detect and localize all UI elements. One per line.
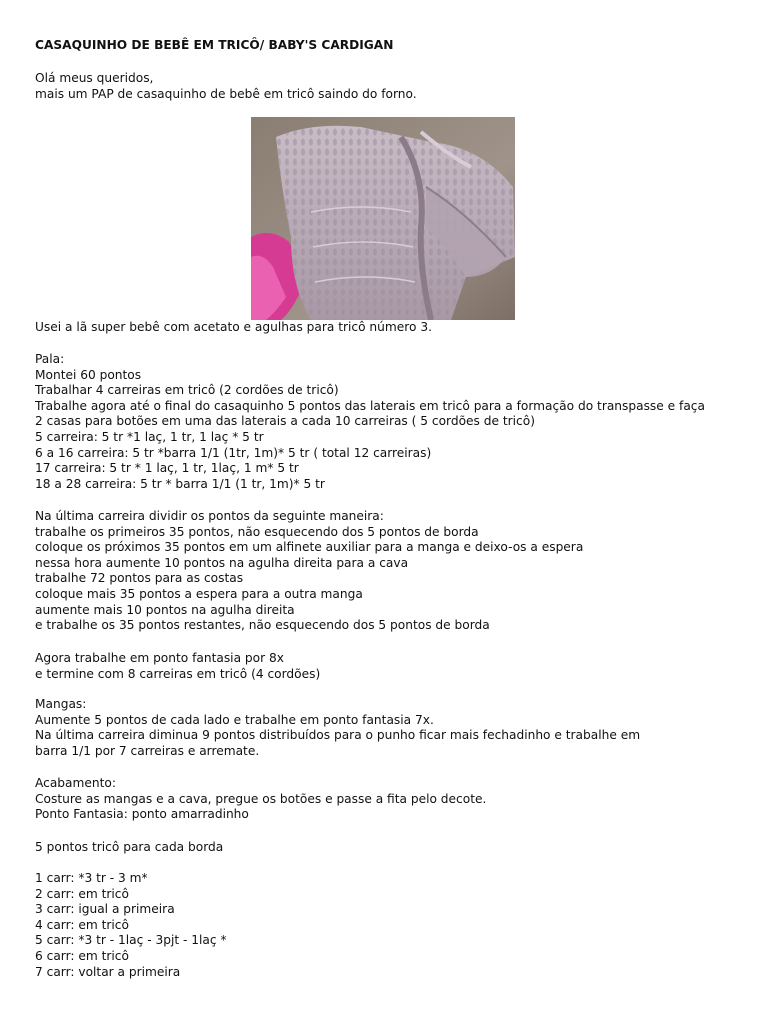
division-line: trabalhe 72 pontos para as costas [35,571,244,586]
sleeves-line: Aumente 5 pontos de cada lado e trabalhe em ponto fantasia 7x. [35,712,434,727]
border-paragraph [35,840,223,856]
border-line: 5 pontos tricô para cada borda [35,840,224,854]
pala-line: Trabalhe agora até o final do casaquinho 5 pontos das laterais em tricô para a formação do transpasse e faça [35,398,705,413]
sleeves-section [35,697,640,759]
division-line: aumente mais 10 pontos na agulha direita [35,602,295,617]
intro-line: Olá meus queridos, [35,71,154,85]
pala-line: Montei 60 pontos [35,367,142,382]
row-instruction: 1 carr: *3 tr - 3 m* [35,871,148,885]
pala-line: 2 casas para botões em uma das laterais a cada 10 carreiras ( 5 cordões de tricô) [35,414,535,429]
pala-heading: Pala: [35,352,65,366]
sleeves-line: Na última carreira diminua 9 pontos distribuídos para o punho ficar mais fechadinho e trabalhe em [35,728,641,743]
division-line: Na última carreira dividir os pontos da seguinte maneira: [35,509,384,523]
finishing-line: Costure as mangas e a cava, pregue os botões e passe a fita pelo decote. [35,791,487,806]
row-instruction: 4 carr: em tricô [35,917,129,932]
division-line: coloque mais 35 pontos a espera para a outra manga [35,586,363,601]
pala-line: 5 carreira: 5 tr *1 laç, 1 tr, 1 laç * 5 tr [35,429,264,444]
materials-line: Usei a lã super bebê com acetato e agulhas para tricô número 3. [35,320,432,334]
body-finish-line: e termine com 8 carreiras em tricô (4 cordões) [35,666,321,681]
row-instruction: 3 carr: igual a primeira [35,902,175,917]
finishing-section [35,776,486,823]
body-finish-section [35,651,320,682]
row-instruction: 6 carr: em tricô [35,948,129,963]
body-finish-line: Agora trabalhe em ponto fantasia por 8x [35,651,284,665]
division-line: e trabalhe os 35 pontos restantes, não esquecendo dos 5 pontos de borda [35,618,490,633]
cardigan-photo-image [251,117,515,320]
division-line: coloque os próximos 35 pontos em um alfinete auxiliar para a manga e deixo-os a espera [35,540,584,555]
document-title: CASAQUINHO DE BEBÊ EM TRICÔ/ BABY'S CARDIGAN [35,38,394,52]
pala-line: 18 a 28 carreira: 5 tr * barra 1/1 (1 tr, 1m)* 5 tr [35,476,325,491]
pala-line: Trabalhar 4 carreiras em tricô (2 cordões de tricô) [35,383,339,398]
finishing-line: Ponto Fantasia: ponto amarradinho [35,807,249,822]
row-instruction: 5 carr: *3 tr - 1laç - 3pjt - 1laç * [35,933,227,948]
pala-line: 17 carreira: 5 tr * 1 laç, 1 tr, 1laç, 1 m* 5 tr [35,461,299,476]
sleeves-line: barra 1/1 por 7 carreiras e arremate. [35,743,260,758]
pala-line: 6 a 16 carreira: 5 tr *barra 1/1 (1tr, 1m)* 5 tr ( total 12 carreiras) [35,445,432,460]
finishing-heading: Acabamento: [35,776,116,790]
intro-line: mais um PAP de casaquinho de bebê em tricô saindo do forno. [35,86,417,101]
division-section [35,509,583,634]
row-instruction: 7 carr: voltar a primeira [35,964,181,979]
materials-paragraph [35,320,432,336]
intro-paragraph [35,71,417,102]
sleeves-heading: Mangas: [35,697,87,711]
pala-section [35,352,705,492]
row-instruction: 2 carr: em tricô [35,886,129,901]
division-line: nessa hora aumente 10 pontos na agulha direita para a cava [35,555,409,570]
division-line: trabalhe os primeiros 35 pontos, não esquecendo dos 5 pontos de borda [35,524,479,539]
rows-section [35,871,227,980]
cardigan-photo [251,117,515,320]
